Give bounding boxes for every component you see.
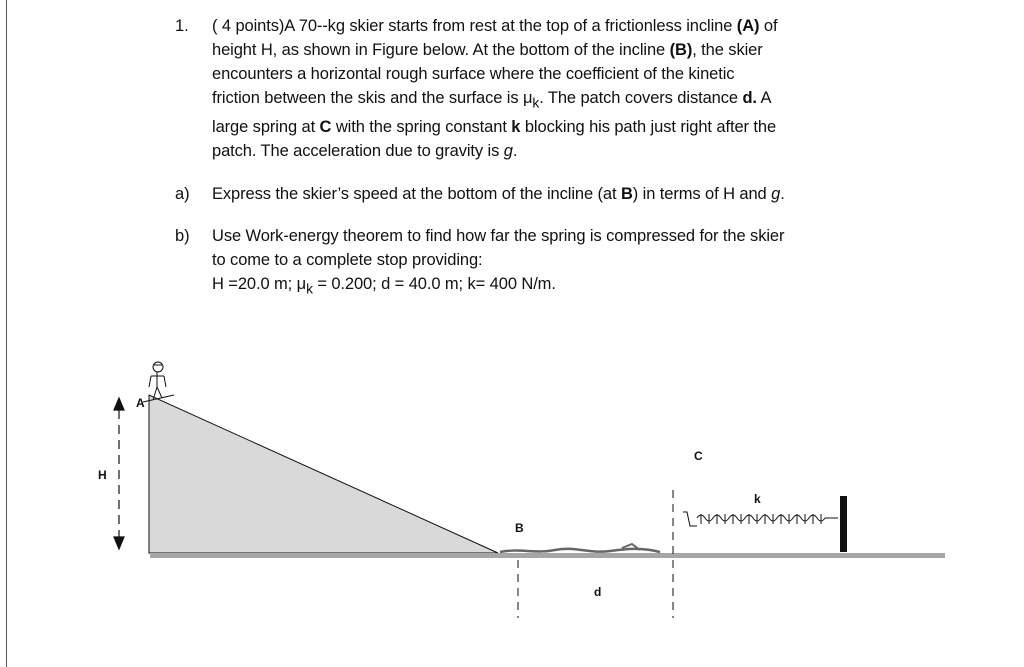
text-line: height H, as shown in Figure below. At the bottom of the incline (B), the skier bbox=[212, 41, 763, 59]
skier-icon bbox=[143, 362, 174, 402]
problem-statement bbox=[175, 14, 875, 302]
text-line: friction between the skis and the surface is $\mu_k$. The patch covers distance d. A bbox=[212, 89, 772, 111]
problem-text bbox=[212, 14, 875, 163]
spring-icon bbox=[683, 512, 838, 526]
text-line: encounters a horizontal rough surface where the coefficient of the kinetic bbox=[212, 65, 735, 83]
label-c: C bbox=[694, 449, 703, 463]
label-d: d bbox=[594, 585, 602, 599]
text-line: Express the skier’s speed at the bottom of the incline (at B) in terms of H and g. bbox=[212, 185, 785, 204]
part-b-text bbox=[212, 224, 875, 301]
text-line: ( 4 points)A 70--kg skier starts from rest at the top of a frictionless incline (A) of bbox=[212, 17, 778, 35]
problem-number: 1. bbox=[175, 17, 189, 35]
part-a bbox=[175, 182, 875, 206]
part-b-label: b) bbox=[175, 227, 190, 246]
skier-figure bbox=[0, 340, 1024, 667]
label-k: k bbox=[754, 492, 761, 506]
text-line: Use Work-energy theorem to find how far the spring is compressed for the skier bbox=[212, 227, 785, 246]
incline bbox=[149, 395, 498, 553]
text-line: to come to a complete stop providing: bbox=[212, 251, 483, 270]
part-a-text bbox=[212, 182, 875, 206]
ground bbox=[150, 553, 945, 558]
rough-patch bbox=[500, 549, 660, 552]
label-b: B bbox=[515, 521, 524, 535]
spring-wall bbox=[840, 496, 847, 552]
text-line: patch. The acceleration due to gravity is g. bbox=[212, 142, 518, 161]
text-line: large spring at C with the spring constant k blocking his path just right after the bbox=[212, 118, 777, 137]
problem-1 bbox=[175, 14, 875, 163]
height-arrow bbox=[114, 398, 124, 549]
label-h: H bbox=[98, 468, 107, 482]
label-a: A bbox=[136, 396, 145, 410]
text-line: H =20.0 m; $\mu_k = 0.200$; d = 40.0 m; k= 400 N/m. bbox=[212, 275, 556, 297]
part-a-label: a) bbox=[175, 185, 190, 204]
part-b bbox=[175, 224, 875, 301]
